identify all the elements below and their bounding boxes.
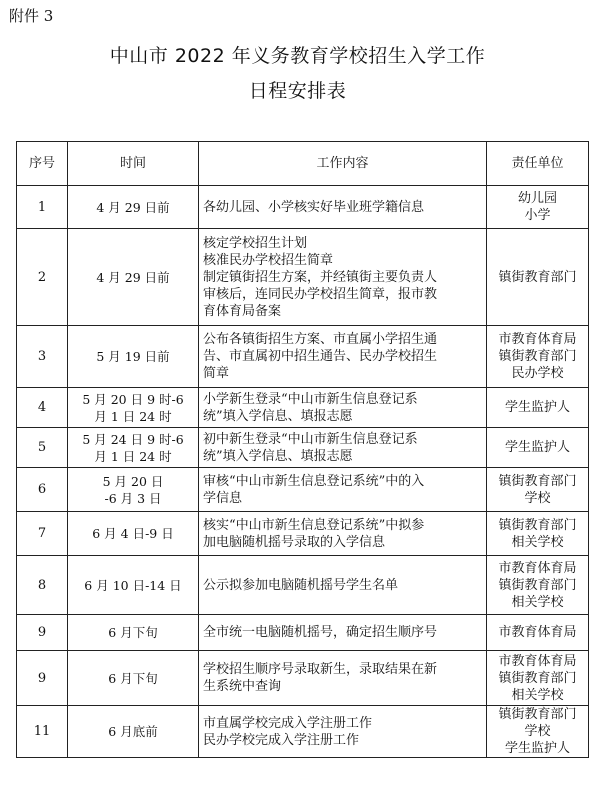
row-unit: [487, 229, 589, 326]
table-row: [17, 556, 589, 615]
row-content-line: 生系统中查询: [203, 679, 282, 694]
row-time-line: 5 月 20 日: [102, 473, 164, 489]
row-content-line: 育体育局备案: [203, 303, 282, 319]
row-unit-line: 镇街教育部门: [498, 707, 577, 722]
row-content: [199, 428, 487, 468]
row-content: [199, 651, 487, 706]
row-unit-line: 学生监护人: [504, 741, 570, 756]
row-unit-line: 学生监护人: [504, 440, 570, 455]
row-content-line: 简章: [203, 366, 230, 381]
row-content: [199, 468, 487, 512]
row-content: [199, 706, 487, 758]
row-time: [68, 556, 199, 615]
row-number: 8: [17, 556, 68, 615]
row-content-line: 统”填入学信息、填报志愿: [203, 408, 353, 424]
row-time: [68, 229, 199, 326]
table-row: [17, 326, 589, 388]
row-time-line: 6 月 10 日-14 日: [84, 577, 182, 593]
row-content-line: 审核“中山市新生信息登记系统”中的入: [203, 473, 425, 489]
row-unit-line: 学生监护人: [504, 400, 570, 415]
row-time-line: 4 月 29 日前: [96, 269, 170, 285]
row-number: 9: [17, 651, 68, 706]
table-row: [17, 468, 589, 512]
row-time-line: 5 月 19 日前: [96, 349, 170, 364]
table-header-row: [17, 142, 589, 186]
row-content-line: 初中新生登录“中山市新生信息登记系: [203, 431, 418, 447]
row-content-line: 学校招生顺序号录取新生，录取结果在新: [203, 662, 438, 677]
row-time: [68, 706, 199, 758]
row-unit: [487, 428, 589, 468]
row-number: 1: [17, 186, 68, 229]
row-time-line: 6 月下旬: [108, 625, 158, 640]
row-number: 7: [17, 512, 68, 556]
row-unit-line: 学校: [524, 490, 551, 506]
row-unit: [487, 651, 589, 706]
row-time-line: 5 月 24 日 9 时-6: [82, 431, 184, 447]
row-unit: [487, 706, 589, 758]
row-number: 11: [17, 706, 68, 758]
row-unit-line: 相关学校: [511, 534, 564, 550]
row-number: 9: [17, 615, 68, 651]
row-content-line: 市直属学校完成入学注册工作: [203, 715, 373, 731]
table-row: [17, 706, 589, 758]
row-unit-line: 幼儿园: [517, 191, 557, 206]
row-unit-line: 市教育体育局: [498, 653, 577, 669]
row-unit-line: 相关学校: [511, 687, 564, 703]
table-row: [17, 229, 589, 326]
row-time-line: 月 1 日 24 时: [94, 448, 172, 464]
column-header-time: 时间: [68, 142, 199, 186]
row-content: [199, 512, 487, 556]
row-time: [68, 388, 199, 428]
column-header-unit: 责任单位: [487, 142, 589, 186]
row-content-line: 公示拟参加电脑随机摇号学生名单: [203, 577, 399, 593]
row-content: [199, 186, 487, 229]
row-unit-line: 镇街教育部门: [498, 577, 577, 593]
row-unit-line: 小学: [524, 208, 551, 223]
row-unit: [487, 615, 589, 651]
row-unit: [487, 468, 589, 512]
row-time-line: 5 月 20 日 9 时-6: [82, 391, 184, 407]
row-number: 5: [17, 428, 68, 468]
row-time-line: 4 月 29 日前: [96, 199, 170, 215]
row-time: [68, 326, 199, 388]
row-content: [199, 326, 487, 388]
table-body: [17, 186, 589, 758]
row-content-line: 民办学校完成入学注册工作: [203, 732, 360, 748]
row-number: 3: [17, 326, 68, 388]
row-content-line: 学信息: [203, 490, 243, 506]
row-content-line: 小学新生登录“中山市新生信息登记系: [203, 391, 418, 407]
row-number: 6: [17, 468, 68, 512]
table-row: [17, 186, 589, 229]
row-content: [199, 388, 487, 428]
row-unit-line: 镇街教育部门: [498, 473, 577, 489]
row-time: [68, 428, 199, 468]
table-row: [17, 512, 589, 556]
page-subtitle: 日程安排表: [248, 80, 347, 102]
row-unit: [487, 556, 589, 615]
row-content-line: 统”填入学信息、填报志愿: [203, 448, 353, 464]
row-unit-line: 镇街教育部门: [498, 670, 577, 686]
row-unit-line: 市教育体育局: [498, 332, 577, 347]
row-content-line: 全市统一电脑随机摇号，确定招生顺序号: [203, 625, 438, 640]
row-unit: [487, 388, 589, 428]
row-number: 4: [17, 388, 68, 428]
row-content-line: 告、市直属初中招生通告、民办学校招生: [203, 349, 438, 364]
row-unit-line: 市教育体育局: [498, 625, 577, 640]
row-time-line: 月 1 日 24 时: [94, 408, 172, 424]
row-time: [68, 651, 199, 706]
row-content-line: 核实“中山市新生信息登记系统”中拟参: [203, 517, 425, 533]
row-content-line: 各幼儿园、小学核实好毕业班学籍信息: [203, 199, 425, 215]
row-unit-line: 镇街教育部门: [498, 349, 577, 364]
row-time: [68, 186, 199, 229]
row-content: [199, 615, 487, 651]
row-time: [68, 468, 199, 512]
row-unit: [487, 512, 589, 556]
row-unit-line: 相关学校: [511, 594, 564, 610]
table-row: [17, 651, 589, 706]
row-content-line: 制定镇街招生方案，并经镇街主要负责人: [203, 269, 438, 285]
table-row: [17, 428, 589, 468]
row-unit: [487, 186, 589, 229]
row-time-line: -6 月 3 日: [104, 490, 162, 506]
row-time: [68, 615, 199, 651]
row-time: [68, 512, 199, 556]
row-time-line: 6 月 4 日-9 日: [92, 526, 174, 541]
schedule-table: [16, 141, 589, 758]
row-content-line: 审核后，连同民办学校招生简章，报市教: [203, 286, 438, 302]
row-unit: [487, 326, 589, 388]
table-row: [17, 615, 589, 651]
row-content: [199, 556, 487, 615]
row-content-line: 公布各镇街招生方案、市直属小学招生通: [203, 332, 438, 347]
row-content-line: 核定学校招生计划: [203, 235, 308, 251]
page-title: 中山市 2022 年义务教育学校招生入学工作: [109, 45, 486, 67]
row-unit-line: 市教育体育局: [498, 560, 577, 576]
row-time-line: 6 月下旬: [108, 670, 158, 686]
row-number: 2: [17, 229, 68, 326]
row-unit-line: 学校: [524, 724, 551, 739]
column-header-content: 工作内容: [199, 142, 487, 186]
row-unit-line: 镇街教育部门: [498, 269, 577, 285]
attachment-label: 附件 3: [9, 7, 54, 25]
row-time-line: 6 月底前: [108, 724, 158, 739]
row-content-line: 核准民办学校招生简章: [203, 252, 334, 268]
table-row: [17, 388, 589, 428]
row-content: [199, 229, 487, 326]
row-content-line: 加电脑随机摇号录取的入学信息: [203, 534, 386, 550]
row-unit-line: 镇街教育部门: [498, 517, 577, 533]
column-header-no: 序号: [17, 142, 68, 186]
row-unit-line: 民办学校: [511, 366, 564, 381]
